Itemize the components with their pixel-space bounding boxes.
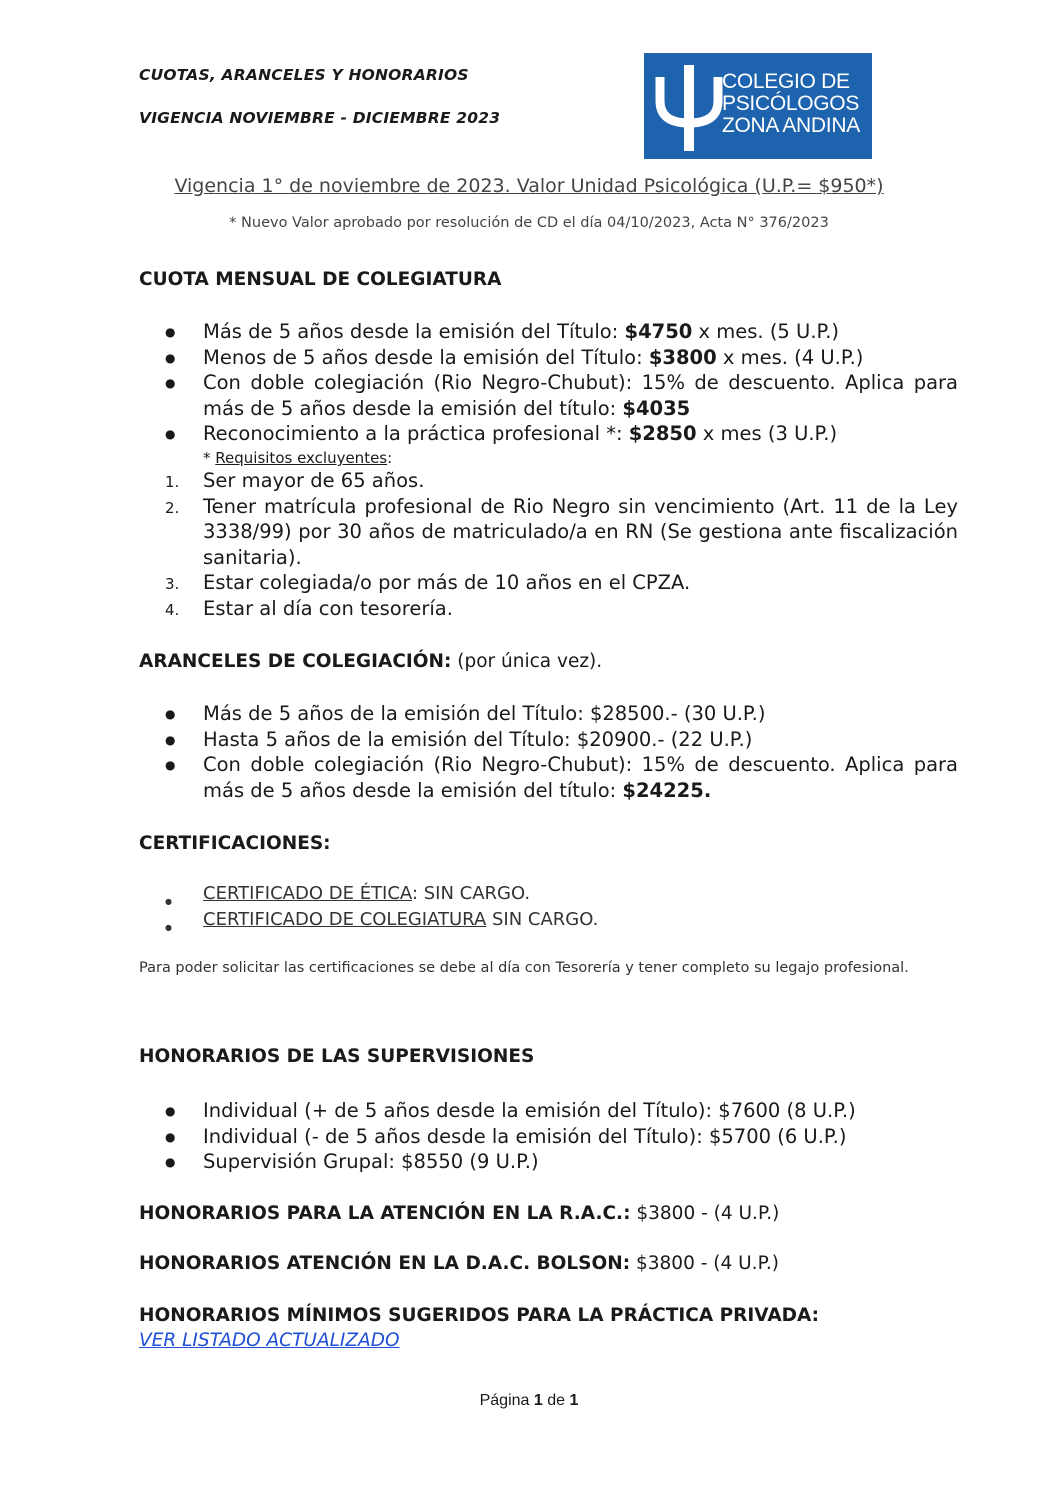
certificaciones-note: Para poder solicitar las certificaciones se debe al día con Tesorería y tener completo su legajo profesional. [139, 960, 909, 976]
logo-line-1: COLEGIO DE [722, 70, 850, 93]
bullet-icon: ● [165, 897, 172, 906]
page-footer: Página 1 de 1 [479, 1392, 579, 1409]
bullet-icon: ● [165, 350, 176, 365]
bullet-icon: ● [165, 1155, 176, 1169]
bullet-icon: ● [165, 758, 176, 772]
section-rac: HONORARIOS PARA LA ATENCIÓN EN LA R.A.C.: $3800 - (4 U.P.) [139, 1203, 780, 1224]
logo-line-3: ZONA ANDINA [722, 114, 860, 137]
list-item: ● Individual (- de 5 años desde la emisión del Título): $5700 (6 U.P.) [165, 1124, 958, 1150]
list-item: ● Supervisión Grupal: $8550 (9 U.P.) [165, 1149, 958, 1175]
psi-icon [654, 63, 724, 153]
section-minimos: HONORARIOS MÍNIMOS SUGERIDOS PARA LA PRÁCTICA PRIVADA: [139, 1305, 820, 1326]
section-aranceles-title: ARANCELES DE COLEGIACIÓN: (por única vez). [139, 651, 603, 672]
bullet-icon: ● [165, 1129, 176, 1144]
requirements-label: * Requisitos excluyentes: [203, 449, 393, 467]
list-item: ● Individual (+ de 5 años desde la emisión del Título): $7600 (8 U.P.) [165, 1098, 958, 1124]
certificado-colegiatura-link[interactable]: CERTIFICADO DE COLEGIATURA [203, 908, 487, 930]
list-item: ● CERTIFICADO DE COLEGIATURA SIN CARGO. [165, 907, 958, 933]
list-item: ● Menos de 5 años desde la emisión del Título: $3800 x mes. (4 U.P.) [165, 345, 958, 371]
list-item: ● Reconocimiento a la práctica profesional *: $2850 x mes (3 U.P.) [165, 421, 958, 447]
section-certificaciones-title: CERTIFICACIONES: [139, 833, 331, 854]
resolution-note: * Nuevo Valor aprobado por resolución de CD el día 04/10/2023, Acta N° 376/2023 [229, 215, 829, 231]
vigencia-line: Vigencia 1° de noviembre de 2023. Valor Unidad Psicológica (U.P.= $950*) [174, 175, 884, 197]
logo-line-2: PSICÓLOGOS [722, 92, 860, 115]
list-item: ● Hasta 5 años de la emisión del Título: $20900.- (22 U.P.) [165, 727, 958, 753]
list-item: ● Con doble colegiación (Rio Negro-Chubut): 15% de descuento. Aplica para más de 5 años desde la emisión del título: $24225. [165, 753, 958, 802]
cuota-list [165, 319, 958, 447]
requirements-list [165, 468, 958, 621]
list-item: 1. Ser mayor de 65 años. [165, 469, 425, 492]
aranceles-list [165, 701, 958, 803]
section-supervisiones-title: HONORARIOS DE LAS SUPERVISIONES [139, 1046, 535, 1067]
section-cuota-title: CUOTA MENSUAL DE COLEGIATURA [139, 269, 502, 290]
section-dac: HONORARIOS ATENCIÓN EN LA D.A.C. BOLSON: $3800 - (4 U.P.) [139, 1253, 779, 1274]
bullet-icon: ● [165, 376, 176, 390]
logo [644, 53, 872, 159]
list-item: 2. Tener matrícula profesional de Rio Negro sin vencimiento (Art. 11 de la Ley 3338/99) por 30 años de matriculado/a en RN (Se gestiona ante fiscalización sanitaria). [165, 494, 958, 569]
list-item: ● Con doble colegiación (Rio Negro-Chubut): 15% de descuento. Aplica para más de 5 años desde la emisión del título: $4035 [165, 371, 958, 420]
bullet-icon: ● [165, 325, 176, 339]
bullet-icon: ● [165, 707, 176, 721]
header-title: CUOTAS, ARANCELES Y HONORARIOS [139, 66, 469, 84]
list-item: ● Más de 5 años desde la emisión del Título: $4750 x mes. (5 U.P.) [165, 319, 958, 345]
header-validity: VIGENCIA NOVIEMBRE - DICIEMBRE 2023 [139, 109, 501, 127]
supervisiones-list [165, 1098, 958, 1175]
certificaciones-list [165, 881, 958, 932]
ver-listado-link[interactable]: VER LISTADO ACTUALIZADO [139, 1330, 400, 1351]
bullet-icon: ● [165, 732, 176, 747]
bullet-icon: ● [165, 427, 176, 441]
bullet-icon: ● [165, 1104, 176, 1118]
certificado-etica-link[interactable]: CERTIFICADO DE ÉTICA [203, 883, 412, 904]
list-item: ● Más de 5 años de la emisión del Título: $28500.- (30 U.P.) [165, 701, 958, 727]
list-item: 4. Estar al día con tesorería. [165, 596, 453, 620]
bullet-icon: ● [165, 922, 172, 932]
list-item: ● CERTIFICADO DE ÉTICA: SIN CARGO. [165, 881, 958, 907]
list-item: 3. Estar colegiada/o por más de 10 años en el CPZA. [165, 571, 691, 594]
